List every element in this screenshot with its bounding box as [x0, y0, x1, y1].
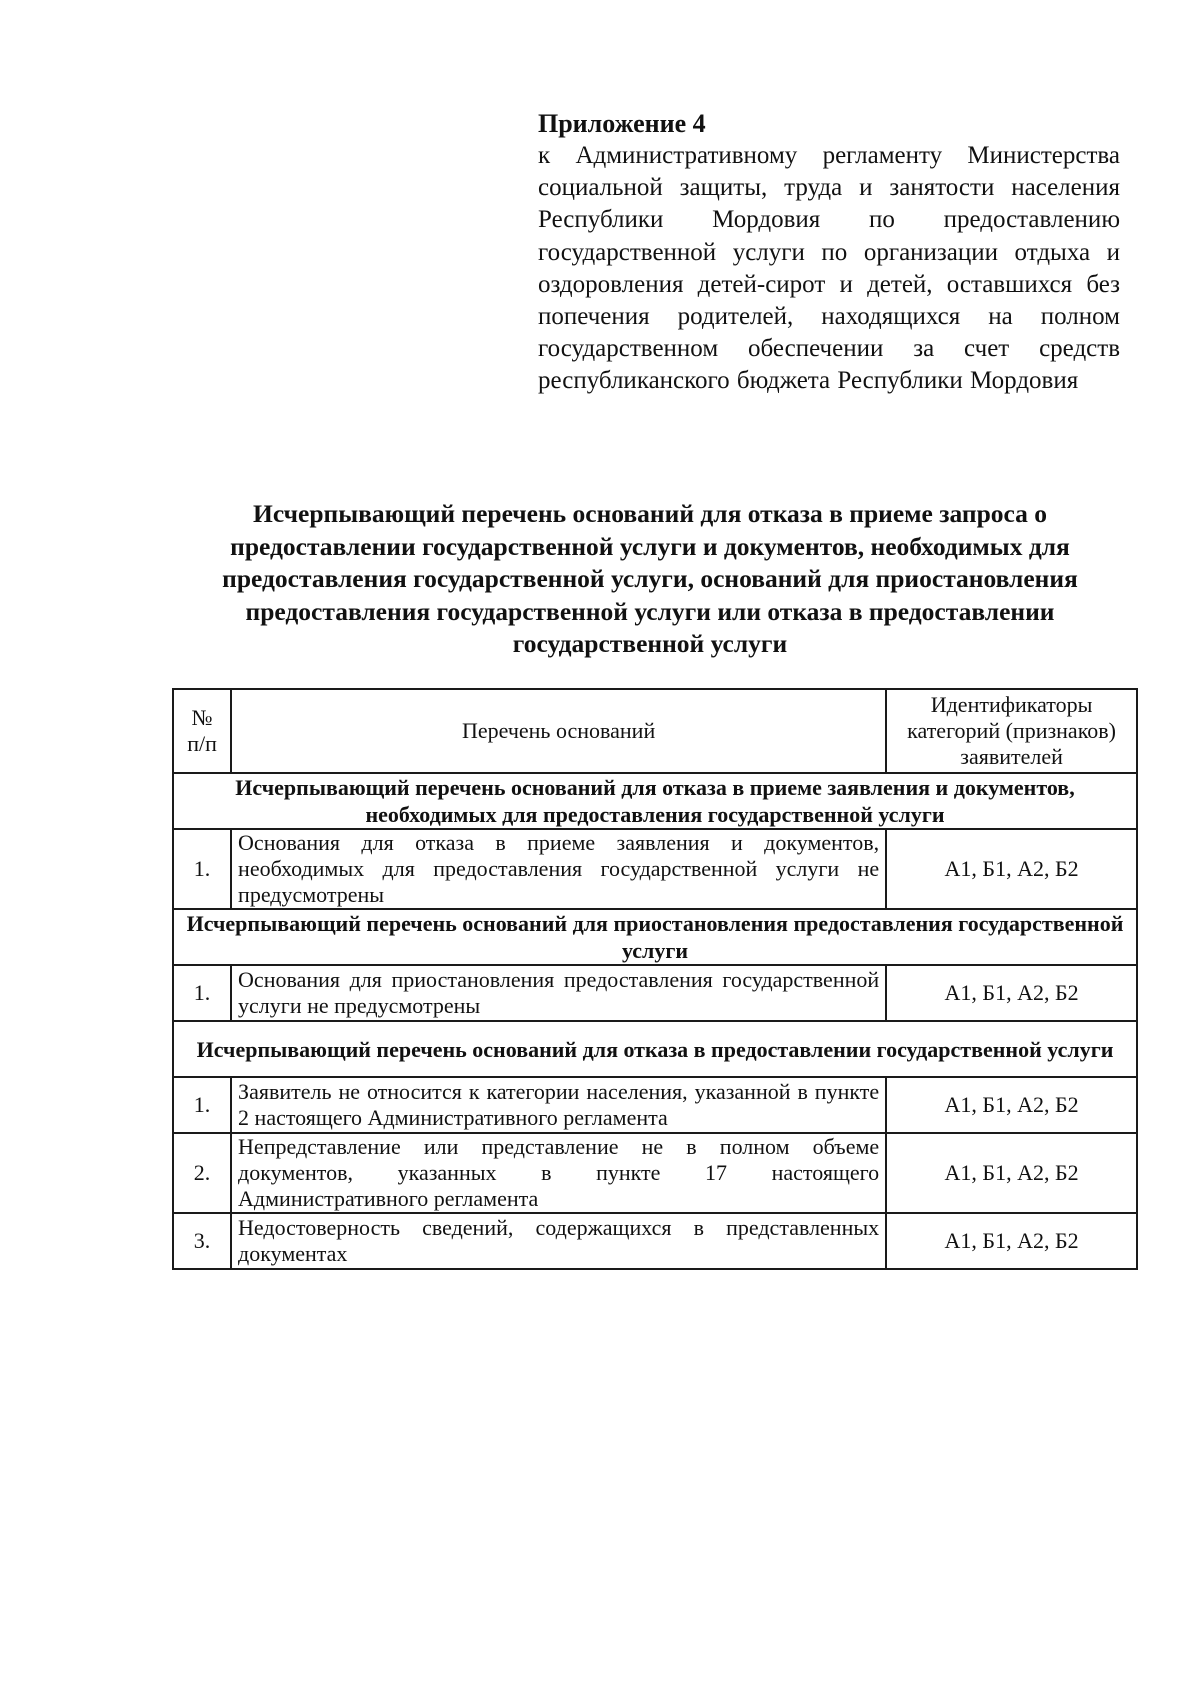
section-row	[173, 1021, 1137, 1077]
appendix-title: Приложение 4	[538, 109, 706, 138]
reasons-table	[172, 688, 1138, 1270]
table-row	[173, 1133, 1137, 1213]
appendix-text: к Административному регламенту Министерства социальной защиты, труда и занятости населения Республики Мордовия по предоставлению государственной услуги по организации отдыха и оздоровления детей-сирот и детей, оставшихся без попечения родителей, находящихся на полном государственном обеспечении за счет средств республиканского бюджета Республики Мордовия	[538, 142, 1120, 395]
row-identifiers: А1, Б1, А2, Б2	[886, 965, 1137, 1021]
section-title-1: Исчерпывающий перечень оснований для отказа в приеме заявления и документов, необходимых для предоставления государственной услуги	[173, 773, 1137, 829]
header-ids: Идентификаторы категорий (признаков) заявителей	[886, 689, 1137, 773]
section-row	[173, 909, 1137, 965]
table-row	[173, 965, 1137, 1021]
section-title-3: Исчерпывающий перечень оснований для отказа в предоставлении государственной услуги	[173, 1021, 1137, 1077]
row-reason: Основания для отказа в приеме заявления и документов, необходимых для предоставления государственной услуги не предусмотрены	[231, 829, 886, 909]
table-row	[173, 1213, 1137, 1269]
row-number: 2.	[173, 1133, 231, 1213]
row-identifiers: А1, Б1, А2, Б2	[886, 1077, 1137, 1133]
row-identifiers: А1, Б1, А2, Б2	[886, 1213, 1137, 1269]
appendix-block	[538, 108, 1120, 398]
row-number: 1.	[173, 1077, 231, 1133]
row-identifiers: А1, Б1, А2, Б2	[886, 829, 1137, 909]
row-reason: Заявитель не относится к категории населения, указанной в пункте 2 настоящего Административного регламента	[231, 1077, 886, 1133]
section-title-2: Исчерпывающий перечень оснований для приостановления предоставления государственной услуги	[173, 909, 1137, 965]
row-reason: Основания для приостановления предоставления государственной услуги не предусмотрены	[231, 965, 886, 1021]
header-num: № п/п	[173, 689, 231, 773]
row-number: 1.	[173, 829, 231, 909]
row-number: 3.	[173, 1213, 231, 1269]
row-identifiers: А1, Б1, А2, Б2	[886, 1133, 1137, 1213]
table-row	[173, 1077, 1137, 1133]
table-row	[173, 829, 1137, 909]
document-title: Исчерпывающий перечень оснований для отказа в приеме запроса о предоставлении государственной услуги и документов, необходимых для предоставления государственной услуги, оснований для приостановления предоставления государственной услуги или отказа в предоставлении государственной услуги	[222, 499, 1078, 658]
table-header-row	[173, 689, 1137, 773]
header-reasons: Перечень оснований	[231, 689, 886, 773]
row-reason: Недостоверность сведений, содержащихся в представленных документах	[231, 1213, 886, 1269]
section-row	[173, 773, 1137, 829]
row-number: 1.	[173, 965, 231, 1021]
row-reason: Непредставление или представление не в полном объеме документов, указанных в пункте 17 настоящего Административного регламента	[231, 1133, 886, 1213]
